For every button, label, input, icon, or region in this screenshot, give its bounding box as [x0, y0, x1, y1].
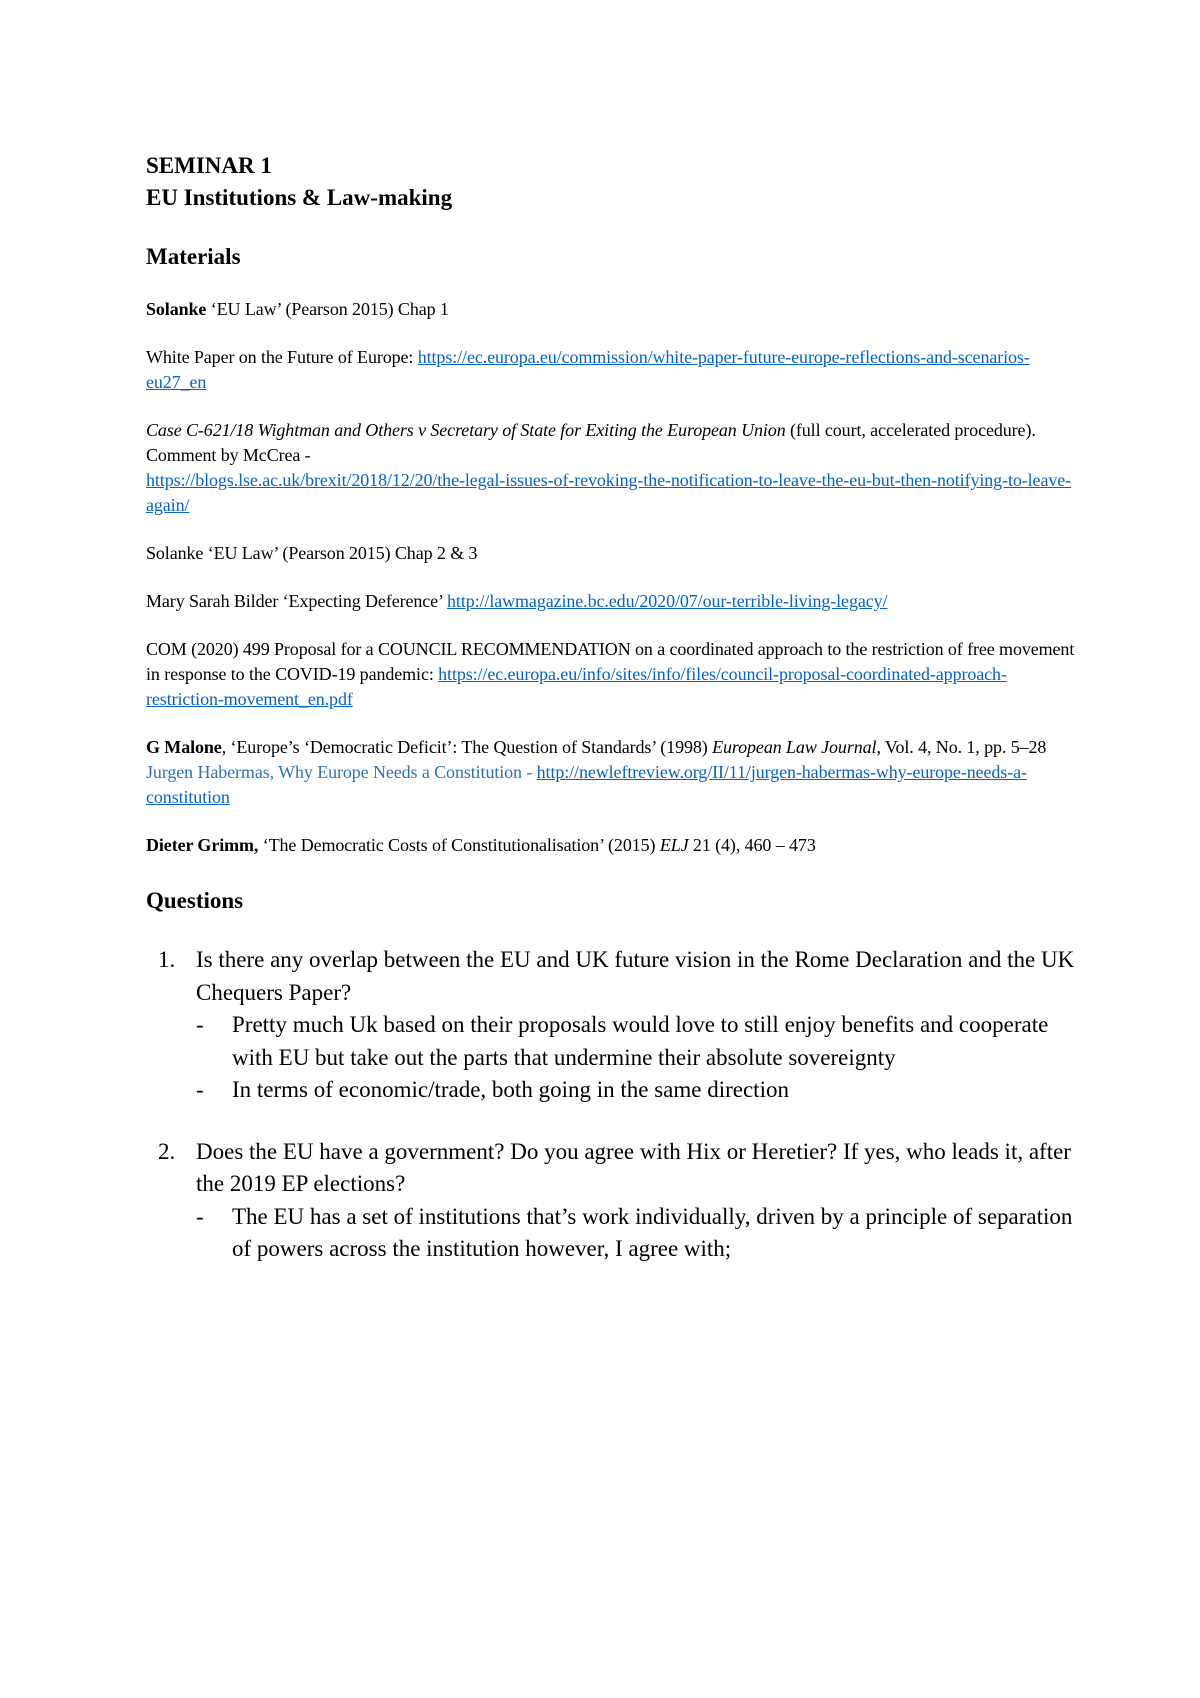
question-item — [146, 944, 1076, 1107]
materials-heading: Materials — [146, 244, 241, 269]
material-ref-malone: G Malone, ‘Europe’s ‘Democratic Deficit’: The Question of Standards’ (1998) European Law Journal, Vol. 4, No. 1, pp. 5–28 Jurgen Habermas, Why Europe Needs a Constitution - http://newleftreview.org/II/11/jurgen-habermas-why-europe-needs-a-constitution — [146, 737, 1047, 807]
seminar-topic: EU Institutions & Law-making — [146, 185, 453, 210]
white-paper-link[interactable]: https://ec.europa.eu/commission/white-paper-future-europe-reflections-and-scenarios-eu27_en — [146, 347, 1030, 392]
bilder-link[interactable]: http://lawmagazine.bc.edu/2020/07/our-terrible-living-legacy/ — [447, 591, 888, 611]
question-text: Is there any overlap between the EU and UK future vision in the Rome Declaration and the UK Chequers Paper? — [196, 947, 1075, 1005]
journal-name: ELJ — [659, 835, 689, 855]
answer-list — [196, 1009, 1076, 1107]
answer-item: - The EU has a set of institutions that’s work individually, driven by a principle of separation of powers across the institution however, I agree with; — [196, 1201, 1076, 1266]
question-number: 2. — [158, 1138, 176, 1164]
answer-item: - In terms of economic/trade, both going in the same direction — [196, 1074, 1076, 1107]
dash-bullet: - — [196, 1077, 204, 1102]
material-ref-com-2020-499: COM (2020) 499 Proposal for a COUNCIL RECOMMENDATION on a coordinated approach to the restriction of free movement in response to the COVID-19 pandemic: https://ec.europa.eu/info/sites/info/files/council-proposal-coordinated-approach-restriction-movement_en.pdf — [146, 639, 1075, 709]
mccrea-comment: Comment by McCrea - — [146, 445, 311, 465]
material-ref-solanke-chap1: Solanke ‘EU Law’ (Pearson 2015) Chap 1 — [146, 299, 449, 319]
journal-name: European Law Journal — [712, 737, 877, 757]
council-proposal-link[interactable]: https://ec.europa.eu/info/sites/info/files/council-proposal-coordinated-approach-restriction-movement_en.pdf — [146, 664, 1007, 709]
ref-author: Dieter Grimm, — [146, 835, 259, 855]
mccrea-link[interactable]: https://blogs.lse.ac.uk/brexit/2018/12/20/the-legal-issues-of-revoking-the-notification-to-leave-the-eu-but-then-notifying-to-leave-again/ — [146, 470, 1072, 515]
material-ref-wightman: Case C-621/18 Wightman and Others v Secretary of State for Exiting the European Union (full court, accelerated procedure). Comment by McCrea - https://blogs.lse.ac.uk/brexit/2018/12/20/the-legal-issues-of-revoking-the-notification-to-leave-the-eu-but-then-notifying-to-leave-again/ — [146, 420, 1072, 515]
habermas-ref: Jurgen Habermas, Why Europe Needs a Constitution - — [146, 762, 537, 782]
questions-heading: Questions — [146, 888, 244, 913]
material-ref-white-paper: White Paper on the Future of Europe: https://ec.europa.eu/commission/white-paper-future-europe-reflections-and-scenarios-eu27_en — [146, 347, 1030, 392]
dash-bullet: - — [196, 1012, 204, 1037]
question-item — [146, 1136, 1076, 1266]
material-ref-solanke-chap2-3: Solanke ‘EU Law’ (Pearson 2015) Chap 2 & 3 — [146, 543, 478, 563]
ref-author: Solanke — [146, 299, 207, 319]
case-title: Case C-621/18 Wightman and Others v Secretary of State for Exiting the European Union — [146, 420, 786, 440]
question-text: Does the EU have a government? Do you agree with Hix or Heretier? If yes, who leads it, after the 2019 EP elections? — [196, 1138, 1071, 1196]
answer-item: - Pretty much Uk based on their proposals would love to still enjoy benefits and cooperate with EU but take out the parts that undermine their absolute sovereignty — [196, 1009, 1076, 1074]
material-ref-grimm: Dieter Grimm, ‘The Democratic Costs of Constitutionalisation’ (2015) ELJ 21 (4), 460 – 473 — [146, 835, 816, 855]
questions-list — [146, 944, 1076, 1266]
ref-author: G Malone — [146, 737, 222, 757]
seminar-title: SEMINAR 1 — [146, 153, 272, 178]
question-number: 1. — [158, 947, 176, 972]
answer-list — [196, 1201, 1076, 1266]
habermas-link[interactable]: http://newleftreview.org/II/11/jurgen-habermas-why-europe-needs-a-constitution — [146, 762, 1027, 807]
document-page — [146, 150, 1076, 1266]
material-ref-bilder: Mary Sarah Bilder ‘Expecting Deference’ http://lawmagazine.bc.edu/2020/07/our-terrible-living-legacy/ — [146, 591, 888, 611]
dash-bullet: - — [196, 1203, 204, 1229]
